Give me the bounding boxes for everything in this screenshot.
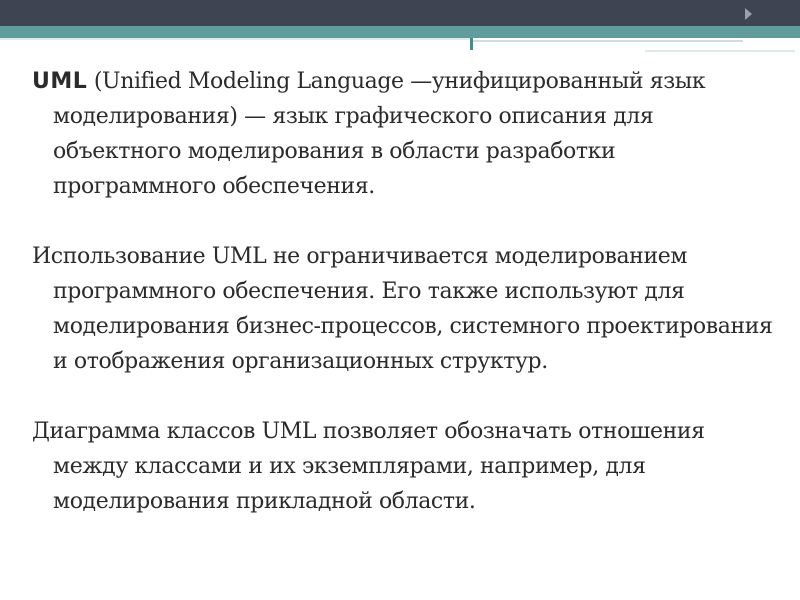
header-rule — [645, 50, 795, 52]
header-arrow-icon — [745, 8, 752, 20]
header-bar-dark — [0, 0, 800, 26]
header-rule — [473, 40, 743, 42]
header-bar-teal — [0, 26, 800, 38]
uml-term: UML — [32, 69, 88, 94]
uml-definition-text: (Unified Modeling Language —унифицированный язык моделирования) — язык графического описания для объектного моделирования в области разработки программного обеспечения. — [53, 69, 706, 199]
paragraph-class-diagram: Диаграмма классов UML позволяет обозначать отношения между классами и их экземплярами, например, для моделирования прикладной области. — [32, 419, 705, 514]
paragraph-uml-definition — [32, 64, 780, 204]
header-rule — [0, 38, 470, 40]
paragraph-uml-usage: Использование UML не ограничивается моделированием программного обеспечения. Его также используют для моделирования бизнес-процессов, системного проектирования и отображения организационных структур. — [32, 244, 773, 374]
slide-body — [32, 64, 780, 554]
